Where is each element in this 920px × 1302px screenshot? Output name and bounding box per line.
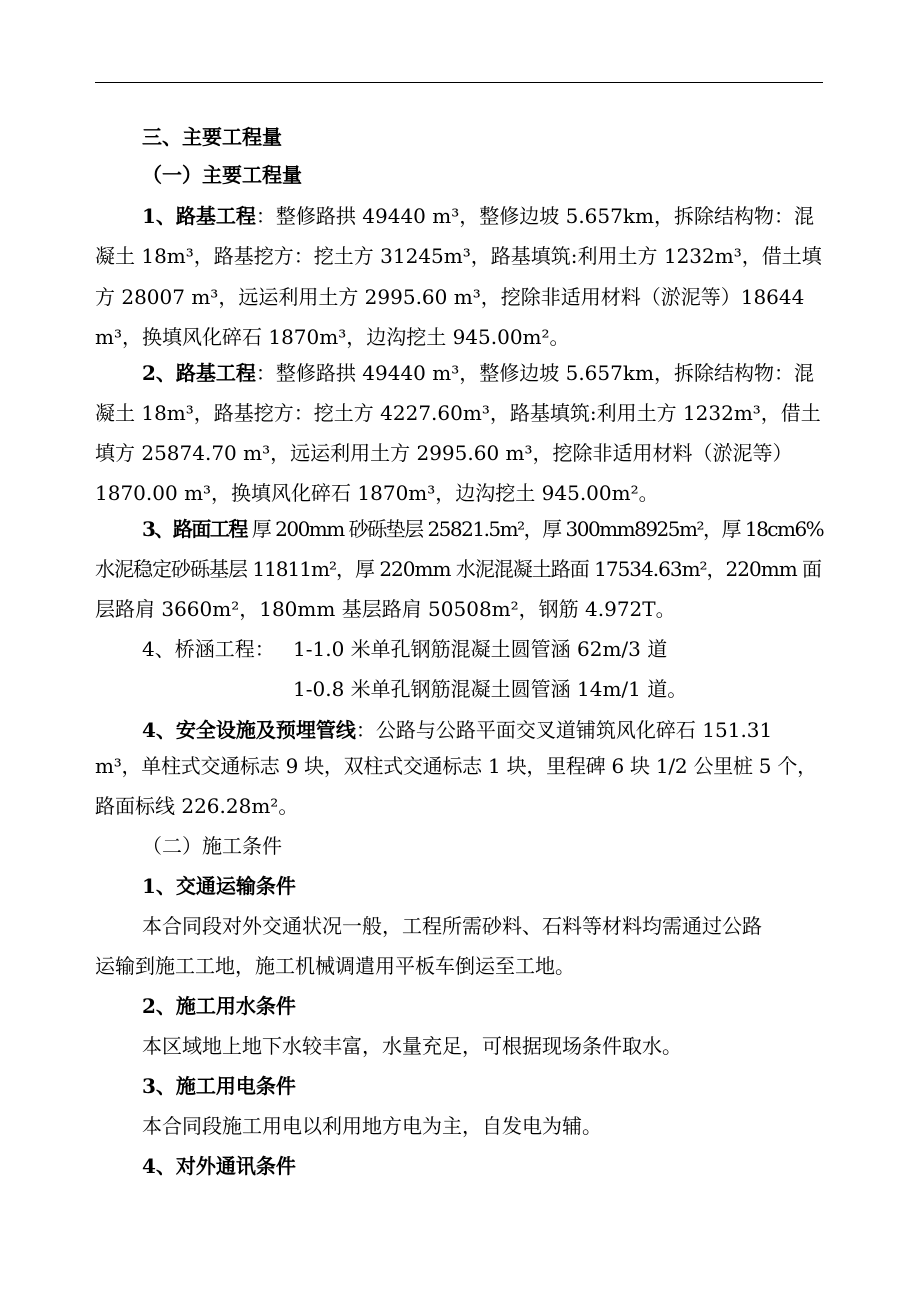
- section-heading: 三、主要工程量: [142, 125, 282, 149]
- paragraph-1-text: ：整修路拱 49440 m³，整修边坡 5.657km，拆除结构物：混: [255, 204, 814, 228]
- paragraph-5-line-3: 路面标线 226.28m²。: [95, 794, 299, 818]
- paragraph-4-line-2: 1-0.8 米单孔钢筋混凝土圆管涵 14m/1 道。: [293, 677, 688, 701]
- paragraph-5-title: 4、安全设施及预埋管线: [142, 718, 356, 742]
- condition-1-title: 1、交通运输条件: [142, 874, 296, 898]
- paragraph-1-title: 1、路基工程: [142, 204, 256, 228]
- paragraph-1-line-4: m³，换填风化碎石 1870m³，边沟挖土 945.00m²。: [95, 325, 570, 349]
- paragraph-5-text: ：公路与公路平面交叉道铺筑风化碎石 151.31: [355, 718, 773, 742]
- paragraph-5-line-2: m³，单柱式交通标志 9 块，双柱式交通标志 1 块，里程碑 6 块 1/2 公里桩 5 个，: [95, 754, 817, 778]
- header-rule: [95, 82, 823, 83]
- paragraph-3-line-2: 水泥稳定砂砾基层 11811m²，厚 220mm 水泥混凝土路面 17534.63m²，220mm 面: [95, 557, 822, 581]
- condition-3-title: 3、施工用电条件: [142, 1074, 296, 1098]
- paragraph-3-line-1: [142, 517, 823, 541]
- paragraph-2-line-3: 填方 25874.70 m³，远运利用土方 2995.60 m³，挖除非适用材料（淤泥等）: [95, 441, 793, 465]
- paragraph-3-text: 厚 200mm 砂砾垫层 25821.5m²，厚 300mm8925m²，厚 18cm6%: [246, 517, 824, 541]
- paragraph-4-title: 4、桥涵工程：: [142, 637, 275, 661]
- paragraph-2-text: ：整修路拱 49440 m³，整修边坡 5.657km，拆除结构物：混: [255, 361, 814, 385]
- subsection-heading: （一）主要工程量: [142, 163, 302, 187]
- paragraph-2-line-2: 凝土 18m³，路基挖方：挖土方 4227.60m³，路基填筑:利用土方 1232m³，借土: [95, 401, 821, 425]
- paragraph-2-title: 2、路基工程: [142, 361, 256, 385]
- condition-1-line-2: 运输到施工工地，施工机械调遣用平板车倒运至工地。: [95, 954, 575, 978]
- paragraph-1-line-1: [142, 204, 814, 228]
- paragraph-2-line-4: 1870.00 m³，换填风化碎石 1870m³，边沟挖土 945.00m²。: [95, 481, 659, 505]
- paragraph-4-line-1: 1-1.0 米单孔钢筋混凝土圆管涵 62m/3 道: [293, 637, 668, 661]
- paragraph-2-line-1: [142, 361, 814, 385]
- paragraph-1-line-3: 方 28007 m³，远运利用土方 2995.60 m³，挖除非适用材料（淤泥等）18644: [95, 285, 805, 309]
- condition-2-line-1: 本区域地上地下水较丰富，水量充足，可根据现场条件取水。: [142, 1034, 682, 1058]
- condition-1-line-1: 本合同段对外交通状况一般，工程所需砂料、石料等材料均需通过公路: [142, 914, 762, 938]
- condition-2-title: 2、施工用水条件: [142, 994, 296, 1018]
- condition-4-title: 4、对外通讯条件: [142, 1154, 296, 1178]
- condition-3-line-1: 本合同段施工用电以利用地方电为主，自发电为辅。: [142, 1114, 602, 1138]
- paragraph-5-line-1: [142, 718, 772, 742]
- subsection-heading-2: （二）施工条件: [142, 834, 282, 858]
- paragraph-3-line-3: 层路肩 3660m²，180mm 基层路肩 50508m²，钢筋 4.972T。: [95, 597, 676, 621]
- paragraph-3-title: 3、路面工程: [142, 517, 247, 541]
- paragraph-1-line-2: 凝土 18m³，路基挖方：挖土方 31245m³，路基填筑:利用土方 1232m³，借土填: [95, 244, 822, 268]
